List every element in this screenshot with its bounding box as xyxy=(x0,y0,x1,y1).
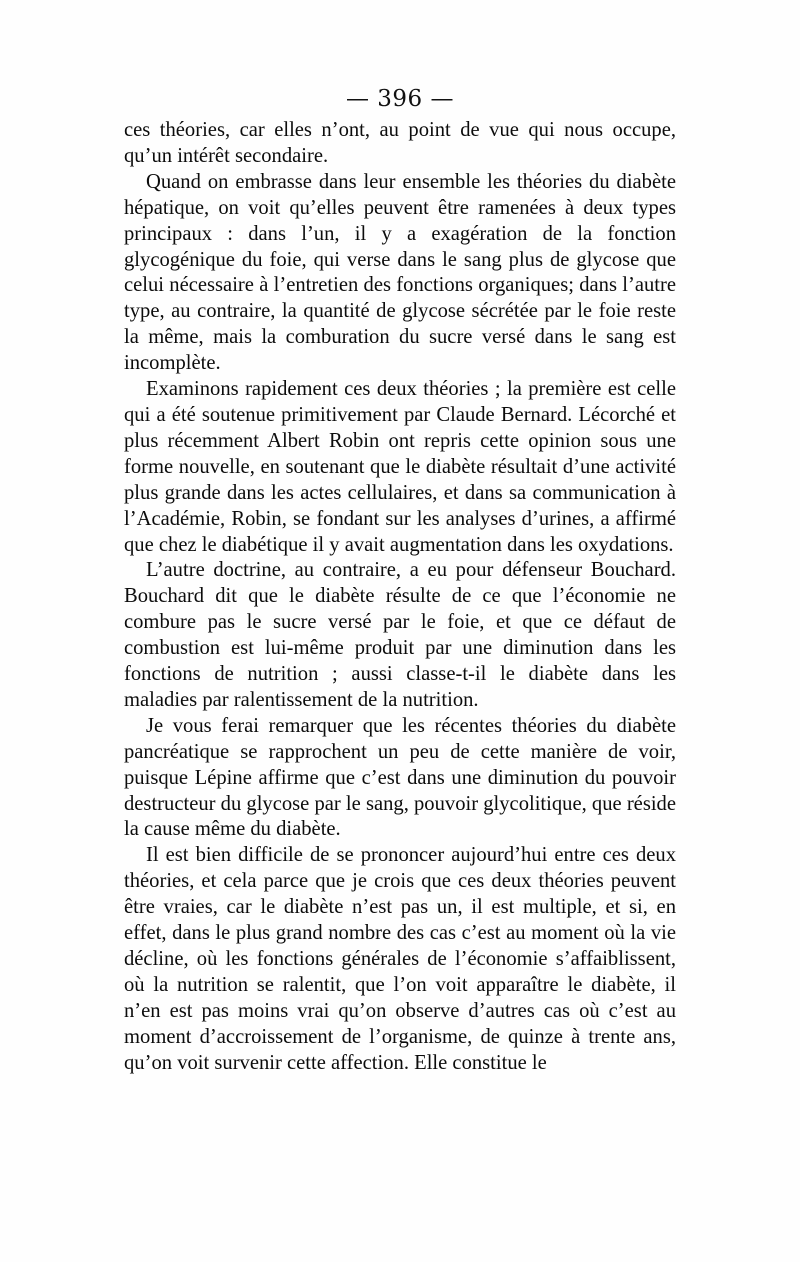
page-number: — 396 — xyxy=(345,86,455,112)
paragraph: Examinons rapidement ces deux théories ; la première est celle qui a été soutenue primitivement par Claude Bernard. Lécorché et plus récemment Albert Robin ont repris cette opinion sous une forme nouvelle, en soutenant que le diabète résultait d’une activité plus grande dans les actes cellulaires, et dans sa communication à l’Académie, Robin, se fondant sur les analyses d’urines, a affirmé que chez le diabétique il y avait augmentation dans les oxydations. xyxy=(124,378,676,556)
paragraph: Quand on embrasse dans leur ensemble les théories du diabète hépatique, on voit qu’elles peuvent être ramenées à deux types principaux : dans l’un, il y a exagération de la fonction glycogénique du foie, qui verse dans le sang plus de glycose que celui nécessaire à l’entretien des fonctions organiques; dans l’autre type, au contraire, la quantité de glycose sécrétée par le foie reste la même, mais la comburation du sucre versé dans le sang est incomplète. xyxy=(124,170,676,375)
paragraph: Il est bien difficile de se prononcer aujourd’hui entre ces deux théories, et cela parce que je crois que ces deux théories peuvent être vraies, car le diabète n’est pas un, il est multiple, et si, en effet, dans le plus grand nombre des cas c’est au moment où la vie décline, où les fonctions générales de l’économie s’affaiblissent, où la nutrition se ralentit, que l’on voit apparaître le diabète, il n’en est pas moins vrai qu’on observe d’autres cas où c’est au moment d’accroissement de l’organisme, de quinze à trente ans, qu’on voit survenir cette affection. Elle constitue le xyxy=(124,844,676,1074)
paragraph: ces théories, car elles n’ont, au point de vue qui nous occupe, qu’un intérêt secondaire. xyxy=(124,119,676,167)
body-text xyxy=(124,118,676,1077)
paragraph: Je vous ferai remarquer que les récentes théories du diabète pancréatique se rapprochent un peu de cette manière de voir, puisque Lépine affirme que c’est dans une diminution du pouvoir destructeur du glycose par le sang, pouvoir glycolitique, que réside la cause même du diabète. xyxy=(124,714,676,841)
paragraph: L’autre doctrine, au contraire, a eu pour défenseur Bouchard. Bouchard dit que le diabète résulte de ce que l’économie ne combure pas le sucre versé par le foie, et que ce défaut de combustion est lui-même produit par une diminution dans les fonctions de nutrition ; aussi classe-t-il le diabète dans les maladies par ralentissement de la nutrition. xyxy=(124,559,676,711)
